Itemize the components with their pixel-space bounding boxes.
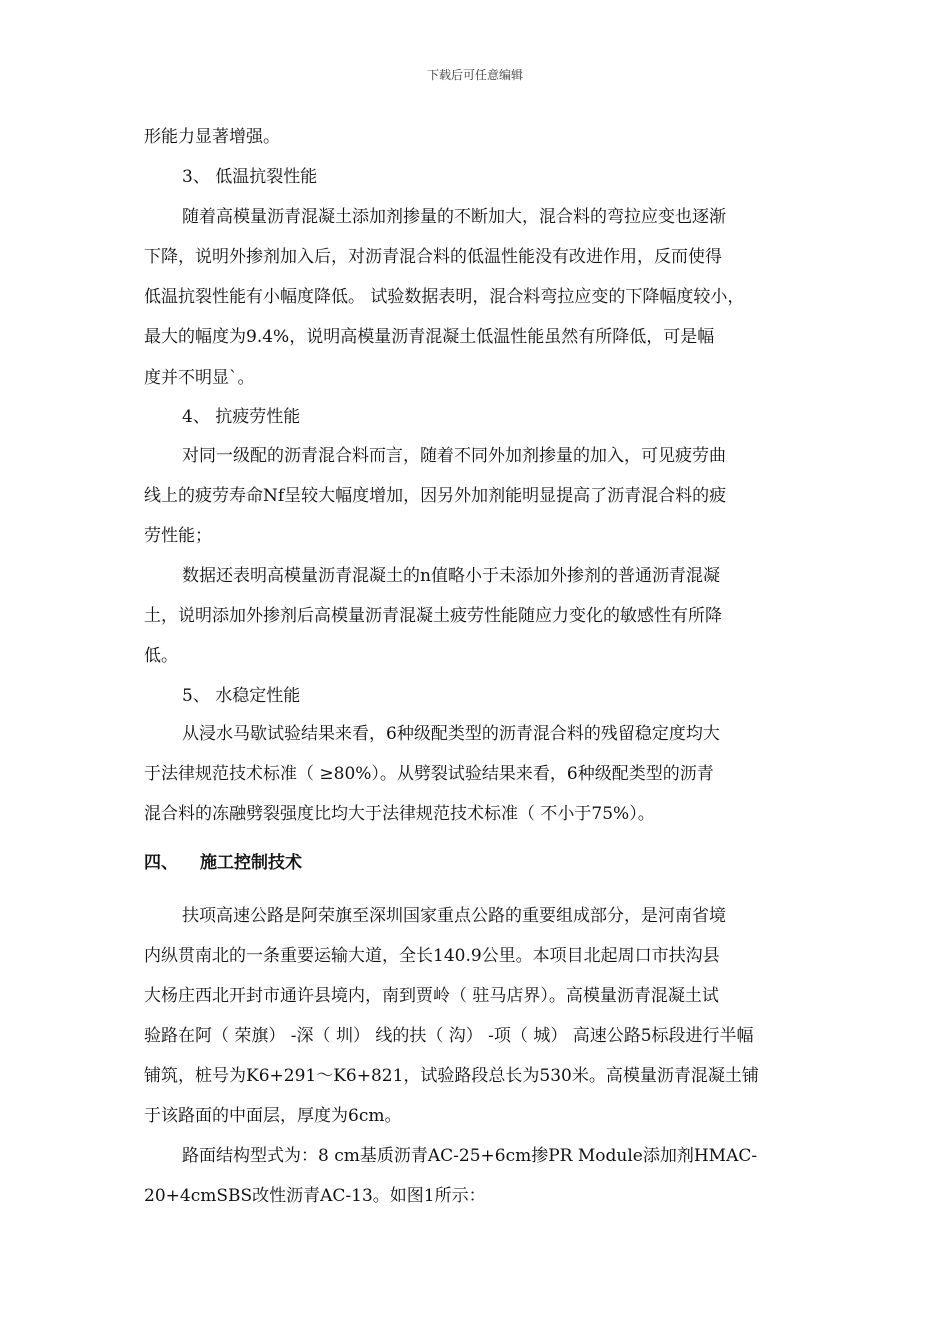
paragraph-line: 扶项高速公路是阿荣旗至深圳国家重点公路的重要组成部分，是河南省境 [182,906,726,926]
paragraph-line: 从浸水马歇试验结果来看，6种级配类型的沥青混合料的残留稳定度均大 [182,724,720,744]
paragraph-line: 铺筑，桩号为K6+291～K6+821，试验路段总长为530米。高模量沥青混凝土铺 [144,1066,759,1086]
paragraph-line: 20+4cmSBS改性沥青AC-13。如图1所示： [144,1186,486,1206]
paragraph-line: 对同一级配的沥青混合料而言，随着不同外加剂掺量的加入，可见疲劳曲 [182,446,726,466]
paragraph-line: 随着高模量沥青混凝土添加剂掺量的不断加大，混合料的弯拉应变也逐渐 [182,207,726,227]
paragraph-line: 验路在阿（ 荣旗） -深（ 圳） 线的扶（ 沟） -项（ 城） 高速公路5标段进行半幅 [144,1026,754,1046]
paragraph-line: 劳性能； [144,526,212,546]
paragraph-line: 混合料的冻融劈裂强度比均大于法律规范技术标准（ 不小于75%）。 [144,804,655,824]
paragraph-line: 低。 [144,646,178,666]
paragraph-line: 于法律规范技术标准（ ≥80%）。从劈裂试验结果来看，6种级配类型的沥青 [144,764,714,784]
section-heading [144,851,302,875]
paragraph-line: 路面结构型式为：8 cm基质沥青AC-25+6cm掺PR Module添加剂HMAC- [182,1146,758,1166]
paragraph-line: 下降，说明外掺剂加入后，对沥青混合料的低温性能没有改进作用，反而使得 [144,247,722,267]
paragraph-line: 最大的幅度为9.4%，说明高模量沥青混凝土低温性能虽然有所降低，可是幅 [144,327,715,347]
paragraph-line: 数据还表明高模量沥青混凝土的n值略小于未添加外掺剂的普通沥青混凝 [182,566,720,586]
subheading-low-temp: 3、 低温抗裂性能 [182,167,318,187]
paragraph-line: 度并不明显`。 [144,368,255,388]
paragraph-line: 内纵贯南北的一条重要运输大道，全长140.9公里。本项目北起周口市扶沟县 [144,946,720,966]
section-number: 四、 [144,853,178,873]
subheading-water-stability: 5、 水稳定性能 [182,686,301,706]
page-header: 下载后可任意编辑 [426,68,523,82]
paragraph-line: 大杨庄西北开封市通许县境内，南到贾岭（ 驻马店界）。高模量沥青混凝土试 [144,986,719,1006]
paragraph-line: 形能力显著增强。 [144,127,280,147]
section-title: 施工控制技术 [200,853,302,873]
paragraph-line: 于该路面的中面层，厚度为6cm。 [144,1106,402,1126]
paragraph-line: 土，说明添加外掺剂后高模量沥青混凝土疲劳性能随应力变化的敏感性有所降 [144,606,722,626]
paragraph-line: 线上的疲劳寿命Nf呈较大幅度增加，因另外加剂能明显提高了沥青混合料的疲 [144,486,727,506]
paragraph-line: 低温抗裂性能有小幅度降低。 试验数据表明，混合料弯拉应变的下降幅度较小， [144,287,745,307]
subheading-fatigue: 4、 抗疲劳性能 [182,407,301,427]
